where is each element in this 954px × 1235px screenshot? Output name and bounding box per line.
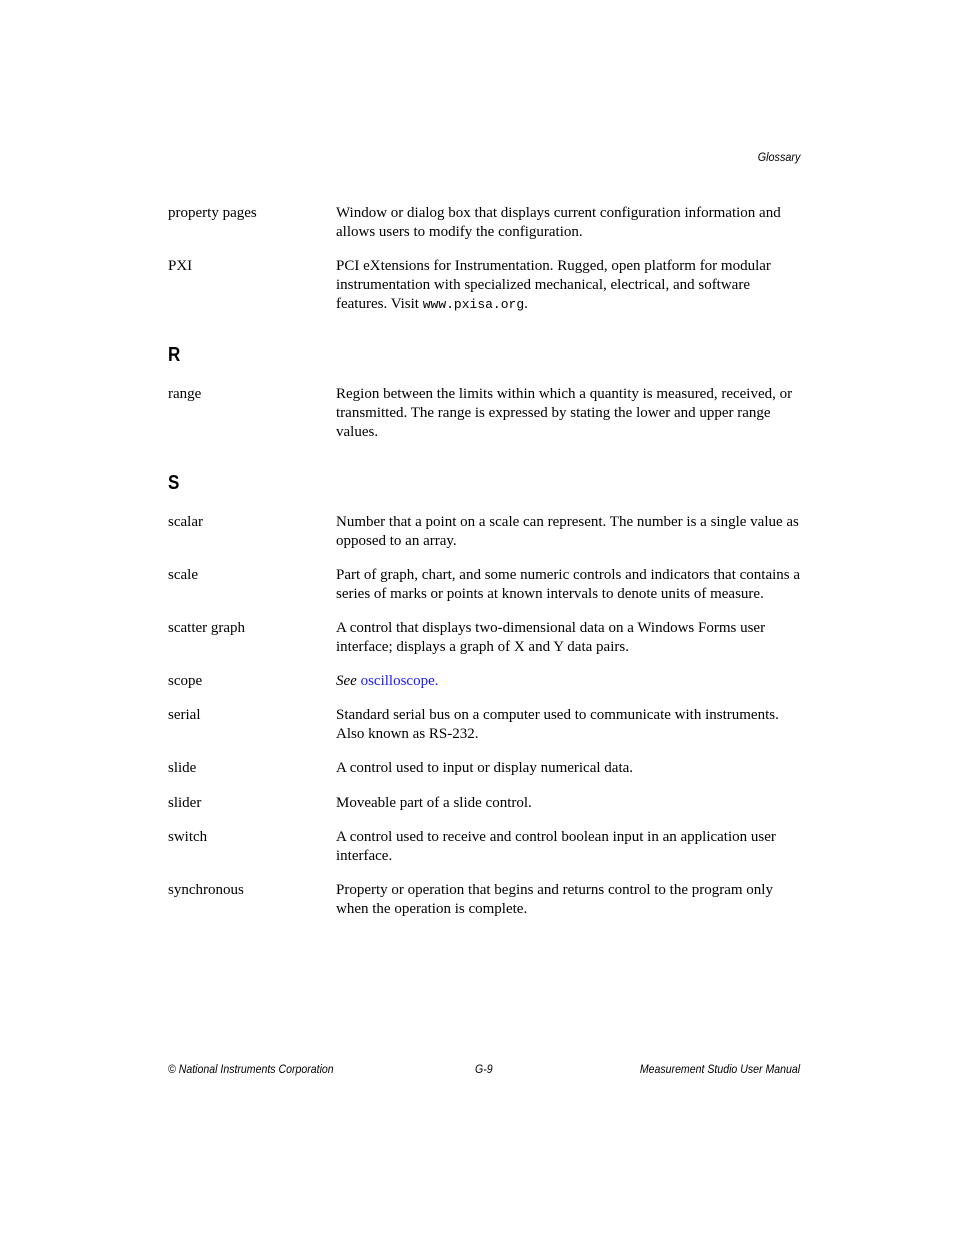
glossary-entry-serial	[168, 706, 800, 744]
glossary-entry-synchronous	[168, 881, 800, 919]
glossary-term: scalar	[168, 514, 203, 530]
glossary-entry-switch	[168, 828, 800, 866]
running-header: Glossary	[757, 150, 800, 164]
definition-text-end: .	[524, 296, 528, 312]
glossary-term: scatter graph	[168, 620, 246, 636]
glossary-term: PXI	[168, 258, 193, 274]
definition-text: PCI eXtensions for Instrumentation. Rugged, open platform for modular instrumentation with specialized mechanical, electrical, and software features. Visit	[336, 258, 771, 312]
glossary-definition: Standard serial bus on a computer used to communicate with instruments. Also known as RS-232.	[336, 707, 779, 742]
see-label: See	[336, 673, 357, 689]
glossary-definition	[336, 257, 802, 314]
glossary-definition: A control used to receive and control boolean input in an application user interface.	[336, 829, 776, 864]
glossary-entry-scope	[168, 672, 800, 691]
glossary-definition: Part of graph, chart, and some numeric controls and indicators that contains a series of marks or points at known intervals to denote units of measure.	[336, 567, 801, 602]
glossary-term: slider	[168, 795, 202, 811]
oscilloscope-link[interactable]: oscilloscope	[360, 673, 435, 689]
glossary-term: switch	[168, 829, 208, 845]
glossary-entry-scale	[168, 566, 800, 604]
glossary-entry-range	[168, 385, 800, 442]
glossary-term: synchronous	[168, 882, 244, 898]
glossary-definition: A control used to input or display numerical data.	[336, 760, 634, 776]
glossary-definition	[336, 672, 802, 691]
glossary-term: scale	[168, 567, 198, 583]
glossary-definition: Number that a point on a scale can represent. The number is a single value as opposed to an array.	[336, 514, 799, 549]
glossary-term: scope	[168, 673, 203, 689]
glossary-entry-scatter-graph	[168, 619, 800, 657]
footer-copyright: © National Instruments Corporation	[168, 1062, 334, 1076]
glossary-definition: Moveable part of a slide control.	[336, 795, 532, 811]
glossary-term: range	[168, 386, 202, 402]
url-text: www.pxisa.org	[422, 297, 525, 312]
section-letter-r: R	[168, 344, 181, 366]
glossary-entry-scalar	[168, 513, 800, 551]
glossary-definition: Window or dialog box that displays current configuration information and allows users to modify the configuration.	[336, 205, 781, 240]
glossary-definition: A control that displays two-dimensional data on a Windows Forms user interface; displays a graph of X and Y data pairs.	[336, 620, 766, 655]
footer-page-number: G-9	[475, 1062, 493, 1076]
glossary-term: serial	[168, 707, 201, 723]
glossary-definition: Region between the limits within which a quantity is measured, received, or transmitted. The range is expressed by stating the lower and upper range values.	[336, 386, 793, 440]
glossary-entry-slider	[168, 794, 800, 813]
glossary-term: property pages	[168, 205, 257, 221]
link-period: .	[434, 673, 439, 689]
glossary-entry-slide	[168, 759, 800, 778]
glossary-definition: Property or operation that begins and returns control to the program only when the operation is complete.	[336, 882, 773, 917]
glossary-term: slide	[168, 760, 197, 776]
glossary-entry-property-pages	[168, 204, 800, 242]
section-letter-s: S	[168, 472, 180, 494]
glossary-entry-pxi	[168, 257, 800, 314]
footer-manual-title: Measurement Studio User Manual	[639, 1062, 800, 1076]
